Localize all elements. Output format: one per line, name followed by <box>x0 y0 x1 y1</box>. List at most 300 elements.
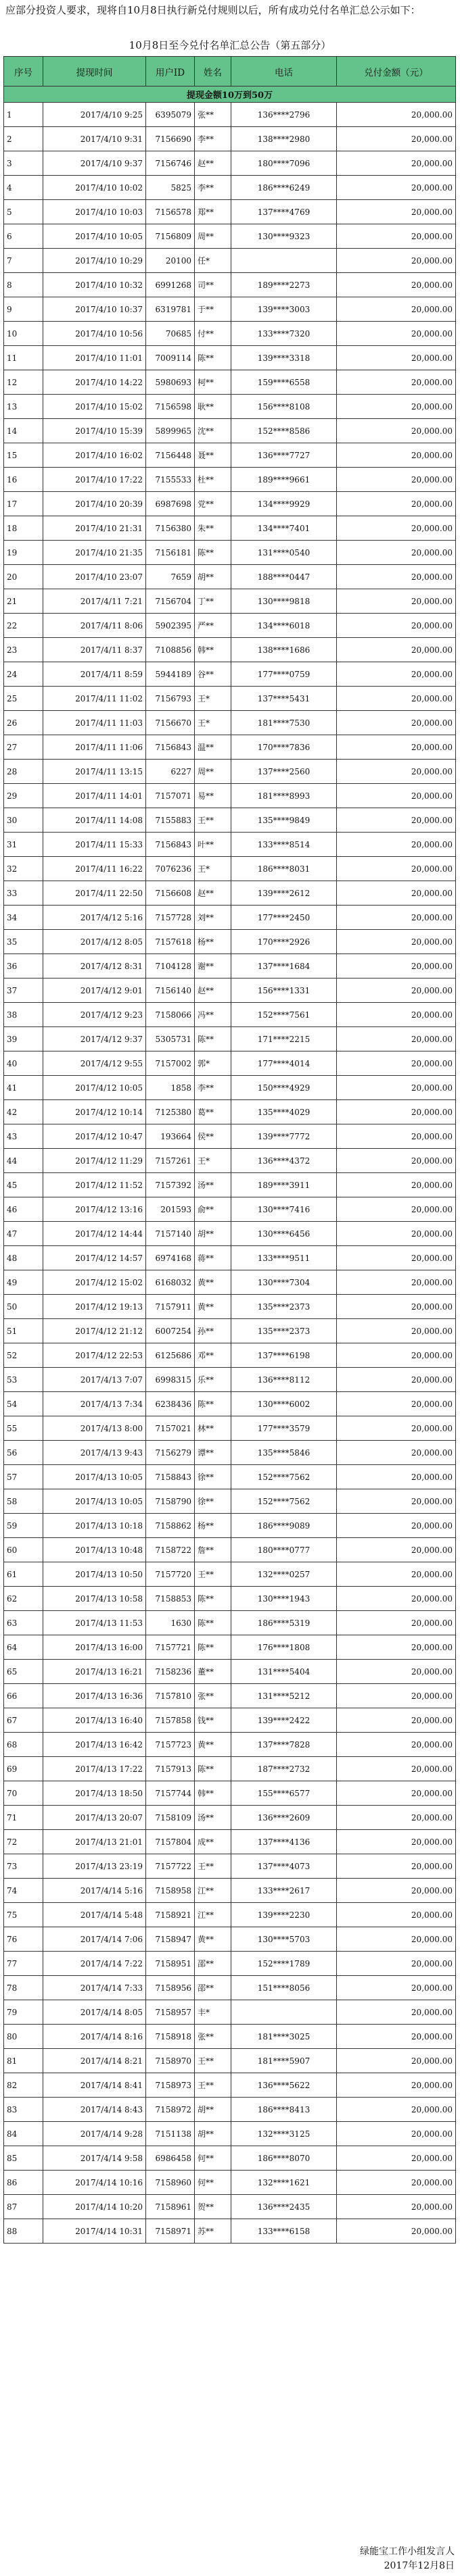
table-row <box>4 468 456 492</box>
row-index: 1 <box>4 103 43 127</box>
row-user-id: 7157804 <box>146 1830 195 1854</box>
row-amount: 20,000.00 <box>337 1757 456 1781</box>
row-amount: 20,000.00 <box>337 516 456 541</box>
column-header-user-id: 用户ID <box>146 57 195 86</box>
row-phone: 136****5622 <box>231 2073 337 2098</box>
table-row <box>4 1222 456 1246</box>
row-time: 2017/4/14 5:48 <box>43 1903 146 1927</box>
table-row <box>4 1660 456 1684</box>
row-amount: 20,000.00 <box>337 492 456 516</box>
row-amount: 20,000.00 <box>337 2000 456 2025</box>
row-user-id: 1630 <box>146 1611 195 1635</box>
column-header-amount: 兑付金额（元） <box>337 57 456 86</box>
table-row <box>4 954 456 979</box>
row-amount: 20,000.00 <box>337 322 456 346</box>
table-row <box>4 176 456 200</box>
row-amount: 20,000.00 <box>337 1660 456 1684</box>
row-index: 68 <box>4 1733 43 1757</box>
table-row <box>4 1416 456 1441</box>
row-user-id: 6319781 <box>146 297 195 322</box>
row-phone: 177****3579 <box>231 1416 337 1441</box>
row-time: 2017/4/13 7:34 <box>43 1392 146 1416</box>
table-row <box>4 833 456 857</box>
row-time: 2017/4/14 9:28 <box>43 2122 146 2146</box>
row-index: 8 <box>4 273 43 297</box>
row-amount: 20,000.00 <box>337 151 456 176</box>
row-time: 2017/4/10 21:31 <box>43 516 146 541</box>
column-header-time: 提现时间 <box>43 57 146 86</box>
row-index: 37 <box>4 979 43 1003</box>
row-time: 2017/4/11 15:33 <box>43 833 146 857</box>
row-user-id: 1858 <box>146 1076 195 1100</box>
row-amount: 20,000.00 <box>337 1781 456 1806</box>
row-name: 汤** <box>195 1173 231 1197</box>
row-user-id: 7156578 <box>146 200 195 224</box>
row-name: 陈** <box>195 1587 231 1611</box>
row-user-id: 7158790 <box>146 1489 195 1514</box>
row-phone: 130****9818 <box>231 589 337 614</box>
row-time: 2017/4/14 10:31 <box>43 2219 146 2244</box>
row-amount: 20,000.00 <box>337 1270 456 1295</box>
row-phone: 150****4929 <box>231 1076 337 1100</box>
table-row <box>4 735 456 760</box>
row-phone: 130****9323 <box>231 224 337 249</box>
table-row <box>4 881 456 906</box>
row-name: 柯** <box>195 370 231 395</box>
row-index: 42 <box>4 1100 43 1124</box>
row-time: 2017/4/10 10:29 <box>43 249 146 273</box>
table-row <box>4 1343 456 1368</box>
row-name: 王** <box>195 2049 231 2073</box>
row-index: 22 <box>4 614 43 638</box>
row-name: 李** <box>195 176 231 200</box>
row-user-id: 7158109 <box>146 1806 195 1830</box>
row-user-id: 7156793 <box>146 687 195 711</box>
row-name: 詹** <box>195 1538 231 1562</box>
row-phone: 130****5703 <box>231 1927 337 1952</box>
table-row <box>4 1733 456 1757</box>
table-row <box>4 1514 456 1538</box>
row-phone: 170****2926 <box>231 930 337 954</box>
table-row <box>4 1927 456 1952</box>
row-user-id: 7157261 <box>146 1149 195 1173</box>
table-row <box>4 2195 456 2219</box>
row-name: 江** <box>195 1903 231 1927</box>
row-time: 2017/4/13 16:36 <box>43 1684 146 1708</box>
table-row <box>4 1465 456 1489</box>
row-phone: 186****8413 <box>231 2098 337 2122</box>
row-amount: 20,000.00 <box>337 687 456 711</box>
row-index: 50 <box>4 1295 43 1319</box>
table-row <box>4 711 456 735</box>
row-index: 21 <box>4 589 43 614</box>
row-amount: 20,000.00 <box>337 1952 456 1976</box>
row-phone: 132****0257 <box>231 1562 337 1587</box>
table-row <box>4 1246 456 1270</box>
row-name: 温** <box>195 735 231 760</box>
row-index: 51 <box>4 1319 43 1343</box>
row-time: 2017/4/10 10:03 <box>43 200 146 224</box>
row-user-id: 7158973 <box>146 2073 195 2098</box>
row-name: 张** <box>195 103 231 127</box>
table-row <box>4 516 456 541</box>
row-index: 27 <box>4 735 43 760</box>
table-row <box>4 1051 456 1076</box>
table-row <box>4 224 456 249</box>
row-amount: 20,000.00 <box>337 2049 456 2073</box>
row-amount: 20,000.00 <box>337 1416 456 1441</box>
row-amount: 20,000.00 <box>337 954 456 979</box>
table-row <box>4 1684 456 1708</box>
row-phone: 152****7562 <box>231 1465 337 1489</box>
row-phone: 151****8056 <box>231 1976 337 2000</box>
table-row <box>4 2049 456 2073</box>
row-user-id: 6987698 <box>146 492 195 516</box>
row-name: 郑** <box>195 200 231 224</box>
row-user-id: 7157723 <box>146 1733 195 1757</box>
row-amount: 20,000.00 <box>337 370 456 395</box>
row-phone: 132****3125 <box>231 2122 337 2146</box>
row-amount: 20,000.00 <box>337 1441 456 1465</box>
column-header-name: 姓名 <box>195 57 231 86</box>
row-phone: 177****2450 <box>231 906 337 930</box>
row-index: 9 <box>4 297 43 322</box>
table-row <box>4 2146 456 2171</box>
row-phone <box>231 249 337 273</box>
row-time: 2017/4/10 9:25 <box>43 103 146 127</box>
row-phone: 139****3003 <box>231 297 337 322</box>
row-index: 2 <box>4 127 43 151</box>
row-amount: 20,000.00 <box>337 1879 456 1903</box>
row-phone: 181****5907 <box>231 2049 337 2073</box>
row-index: 24 <box>4 662 43 687</box>
row-user-id: 7151138 <box>146 2122 195 2146</box>
row-user-id: 7156690 <box>146 127 195 151</box>
row-amount: 20,000.00 <box>337 833 456 857</box>
row-name: 乐** <box>195 1368 231 1392</box>
row-user-id: 6227 <box>146 760 195 784</box>
row-amount: 20,000.00 <box>337 2025 456 2049</box>
row-name: 徐** <box>195 1489 231 1514</box>
row-time: 2017/4/12 14:44 <box>43 1222 146 1246</box>
row-user-id: 5825 <box>146 176 195 200</box>
row-amount: 20,000.00 <box>337 1976 456 2000</box>
row-index: 49 <box>4 1270 43 1295</box>
row-time: 2017/4/12 10:47 <box>43 1124 146 1149</box>
row-amount: 20,000.00 <box>337 1806 456 1830</box>
row-name: 杨** <box>195 930 231 954</box>
row-phone: 170****7836 <box>231 735 337 760</box>
row-phone: 134****7401 <box>231 516 337 541</box>
row-user-id: 7156670 <box>146 711 195 735</box>
row-time: 2017/4/12 9:01 <box>43 979 146 1003</box>
row-amount: 20,000.00 <box>337 1100 456 1124</box>
row-name: 侯** <box>195 1124 231 1149</box>
row-name: 王** <box>195 808 231 833</box>
table-row <box>4 395 456 419</box>
row-name: 易** <box>195 784 231 808</box>
table-row <box>4 1100 456 1124</box>
row-name: 王* <box>195 711 231 735</box>
row-phone: 189****2273 <box>231 273 337 297</box>
row-user-id: 7158971 <box>146 2219 195 2244</box>
table-row <box>4 273 456 297</box>
row-phone: 136****8112 <box>231 1368 337 1392</box>
row-name: 周** <box>195 224 231 249</box>
row-index: 71 <box>4 1806 43 1830</box>
row-phone: 130****7304 <box>231 1270 337 1295</box>
row-index: 77 <box>4 1952 43 1976</box>
row-index: 85 <box>4 2146 43 2171</box>
row-time: 2017/4/13 18:50 <box>43 1781 146 1806</box>
row-phone: 137****4769 <box>231 200 337 224</box>
row-name: 徐** <box>195 1465 231 1489</box>
row-name: 赵** <box>195 151 231 176</box>
row-time: 2017/4/13 8:00 <box>43 1416 146 1441</box>
row-amount: 20,000.00 <box>337 930 456 954</box>
row-user-id: 7076236 <box>146 857 195 881</box>
row-index: 72 <box>4 1830 43 1854</box>
table-row <box>4 419 456 443</box>
row-time: 2017/4/10 15:02 <box>43 395 146 419</box>
row-user-id: 7156598 <box>146 395 195 419</box>
table-row <box>4 1781 456 1806</box>
row-index: 53 <box>4 1368 43 1392</box>
row-amount: 20,000.00 <box>337 1830 456 1854</box>
row-phone: 152****7561 <box>231 1003 337 1027</box>
row-time: 2017/4/11 16:22 <box>43 857 146 881</box>
row-amount: 20,000.00 <box>337 2073 456 2098</box>
row-user-id: 7155533 <box>146 468 195 492</box>
row-name: 胡** <box>195 1222 231 1246</box>
table-row <box>4 1806 456 1830</box>
row-time: 2017/4/12 10:05 <box>43 1076 146 1100</box>
table-row <box>4 808 456 833</box>
payout-table <box>3 56 456 2244</box>
row-amount: 20,000.00 <box>337 346 456 370</box>
row-name: 王* <box>195 687 231 711</box>
row-phone: 189****3911 <box>231 1173 337 1197</box>
row-phone: 136****2435 <box>231 2195 337 2219</box>
row-time: 2017/4/12 8:31 <box>43 954 146 979</box>
row-phone <box>231 2000 337 2025</box>
table-row <box>4 1976 456 2000</box>
row-phone: 152****7562 <box>231 1489 337 1514</box>
row-time: 2017/4/10 10:32 <box>43 273 146 297</box>
table-row <box>4 1197 456 1222</box>
row-amount: 20,000.00 <box>337 1197 456 1222</box>
column-header-phone: 电话 <box>231 57 337 86</box>
row-phone: 155****6577 <box>231 1781 337 1806</box>
row-amount: 20,000.00 <box>337 1635 456 1660</box>
row-amount: 20,000.00 <box>337 1538 456 1562</box>
table-header-row <box>4 57 456 86</box>
row-name: 丁** <box>195 589 231 614</box>
row-phone: 180****0777 <box>231 1538 337 1562</box>
row-user-id: 7157911 <box>146 1295 195 1319</box>
row-time: 2017/4/12 9:23 <box>43 1003 146 1027</box>
table-row <box>4 492 456 516</box>
row-time: 2017/4/13 10:05 <box>43 1489 146 1514</box>
row-index: 80 <box>4 2025 43 2049</box>
row-user-id: 6395079 <box>146 103 195 127</box>
row-name: 韩** <box>195 1781 231 1806</box>
row-time: 2017/4/11 22:50 <box>43 881 146 906</box>
row-time: 2017/4/13 7:07 <box>43 1368 146 1392</box>
row-amount: 20,000.00 <box>337 2098 456 2122</box>
row-phone: 186****8031 <box>231 857 337 881</box>
row-user-id: 7108856 <box>146 638 195 662</box>
row-name: 杨** <box>195 1514 231 1538</box>
table-row <box>4 638 456 662</box>
table-row <box>4 1538 456 1562</box>
table-row <box>4 2098 456 2122</box>
row-time: 2017/4/10 10:56 <box>43 322 146 346</box>
table-row <box>4 1611 456 1635</box>
table-row <box>4 151 456 176</box>
row-amount: 20,000.00 <box>337 1222 456 1246</box>
row-time: 2017/4/13 17:22 <box>43 1757 146 1781</box>
row-time: 2017/4/13 10:48 <box>43 1538 146 1562</box>
row-phone: 156****8108 <box>231 395 337 419</box>
row-amount: 20,000.00 <box>337 541 456 565</box>
row-user-id: 7155883 <box>146 808 195 833</box>
row-phone: 139****2230 <box>231 1903 337 1927</box>
row-user-id: 20100 <box>146 249 195 273</box>
row-amount: 20,000.00 <box>337 857 456 881</box>
row-time: 2017/4/12 10:14 <box>43 1100 146 1124</box>
table-row <box>4 2073 456 2098</box>
row-index: 38 <box>4 1003 43 1027</box>
table-row <box>4 1368 456 1392</box>
row-phone: 188****0447 <box>231 565 337 589</box>
row-name: 付** <box>195 322 231 346</box>
row-name: 韩** <box>195 638 231 662</box>
row-time: 2017/4/11 14:01 <box>43 784 146 808</box>
row-amount: 20,000.00 <box>337 395 456 419</box>
row-time: 2017/4/13 21:01 <box>43 1830 146 1854</box>
row-user-id: 7158951 <box>146 1952 195 1976</box>
row-index: 60 <box>4 1538 43 1562</box>
row-index: 73 <box>4 1854 43 1879</box>
row-user-id: 6974168 <box>146 1246 195 1270</box>
row-index: 14 <box>4 419 43 443</box>
table-row <box>4 930 456 954</box>
table-row <box>4 346 456 370</box>
row-user-id: 7156704 <box>146 589 195 614</box>
row-user-id: 7158956 <box>146 1976 195 2000</box>
row-index: 17 <box>4 492 43 516</box>
row-time: 2017/4/10 10:02 <box>43 176 146 200</box>
row-amount: 20,000.00 <box>337 249 456 273</box>
row-amount: 20,000.00 <box>337 443 456 468</box>
row-time: 2017/4/12 15:02 <box>43 1270 146 1295</box>
row-time: 2017/4/13 10:05 <box>43 1465 146 1489</box>
row-user-id: 5899965 <box>146 419 195 443</box>
row-amount: 20,000.00 <box>337 662 456 687</box>
row-time: 2017/4/11 14:08 <box>43 808 146 833</box>
row-user-id: 6125686 <box>146 1343 195 1368</box>
row-amount: 20,000.00 <box>337 2146 456 2171</box>
table-row <box>4 1124 456 1149</box>
row-phone: 152****8586 <box>231 419 337 443</box>
row-phone: 177****0759 <box>231 662 337 687</box>
row-index: 28 <box>4 760 43 784</box>
row-phone: 132****1621 <box>231 2171 337 2195</box>
row-phone: 186****6249 <box>231 176 337 200</box>
row-index: 39 <box>4 1027 43 1051</box>
table-row <box>4 589 456 614</box>
row-index: 29 <box>4 784 43 808</box>
row-name: 刘** <box>195 906 231 930</box>
row-user-id: 7158947 <box>146 1927 195 1952</box>
row-user-id: 6238436 <box>146 1392 195 1416</box>
row-phone: 139****7772 <box>231 1124 337 1149</box>
row-index: 47 <box>4 1222 43 1246</box>
row-name: 张** <box>195 1684 231 1708</box>
row-time: 2017/4/14 10:20 <box>43 2195 146 2219</box>
row-name: 赵** <box>195 881 231 906</box>
row-index: 34 <box>4 906 43 930</box>
row-user-id: 7156843 <box>146 735 195 760</box>
row-user-id: 7158843 <box>146 1465 195 1489</box>
row-name: 张** <box>195 2025 231 2049</box>
row-phone: 189****9661 <box>231 468 337 492</box>
row-index: 46 <box>4 1197 43 1222</box>
table-row <box>4 297 456 322</box>
row-time: 2017/4/11 8:06 <box>43 614 146 638</box>
row-amount: 20,000.00 <box>337 589 456 614</box>
row-user-id: 6991268 <box>146 273 195 297</box>
row-index: 7 <box>4 249 43 273</box>
row-phone: 133****7320 <box>231 322 337 346</box>
row-index: 18 <box>4 516 43 541</box>
row-amount: 20,000.00 <box>337 176 456 200</box>
table-row <box>4 1708 456 1733</box>
row-index: 33 <box>4 881 43 906</box>
row-index: 78 <box>4 1976 43 2000</box>
row-amount: 20,000.00 <box>337 760 456 784</box>
row-amount: 20,000.00 <box>337 565 456 589</box>
row-amount: 20,000.00 <box>337 224 456 249</box>
row-time: 2017/4/14 5:16 <box>43 1879 146 1903</box>
row-amount: 20,000.00 <box>337 103 456 127</box>
row-user-id: 7157618 <box>146 930 195 954</box>
row-phone: 130****6002 <box>231 1392 337 1416</box>
row-name: 林** <box>195 1416 231 1441</box>
row-phone: 186****8070 <box>231 2146 337 2171</box>
row-index: 45 <box>4 1173 43 1197</box>
row-phone: 134****6018 <box>231 614 337 638</box>
row-user-id: 7156380 <box>146 516 195 541</box>
row-user-id: 7157392 <box>146 1173 195 1197</box>
row-name: 贺** <box>195 2195 231 2219</box>
row-phone: 159****6558 <box>231 370 337 395</box>
row-time: 2017/4/11 8:37 <box>43 638 146 662</box>
row-name: 陈** <box>195 1027 231 1051</box>
row-phone: 186****9089 <box>231 1514 337 1538</box>
row-amount: 20,000.00 <box>337 1611 456 1635</box>
row-user-id: 7156608 <box>146 881 195 906</box>
row-name: 葛** <box>195 1100 231 1124</box>
row-user-id: 6986458 <box>146 2146 195 2171</box>
row-time: 2017/4/10 9:37 <box>43 151 146 176</box>
table-row <box>4 1879 456 1903</box>
row-user-id: 5902395 <box>146 614 195 638</box>
row-name: 丰* <box>195 2000 231 2025</box>
row-time: 2017/4/14 7:33 <box>43 1976 146 2000</box>
table-row <box>4 857 456 881</box>
